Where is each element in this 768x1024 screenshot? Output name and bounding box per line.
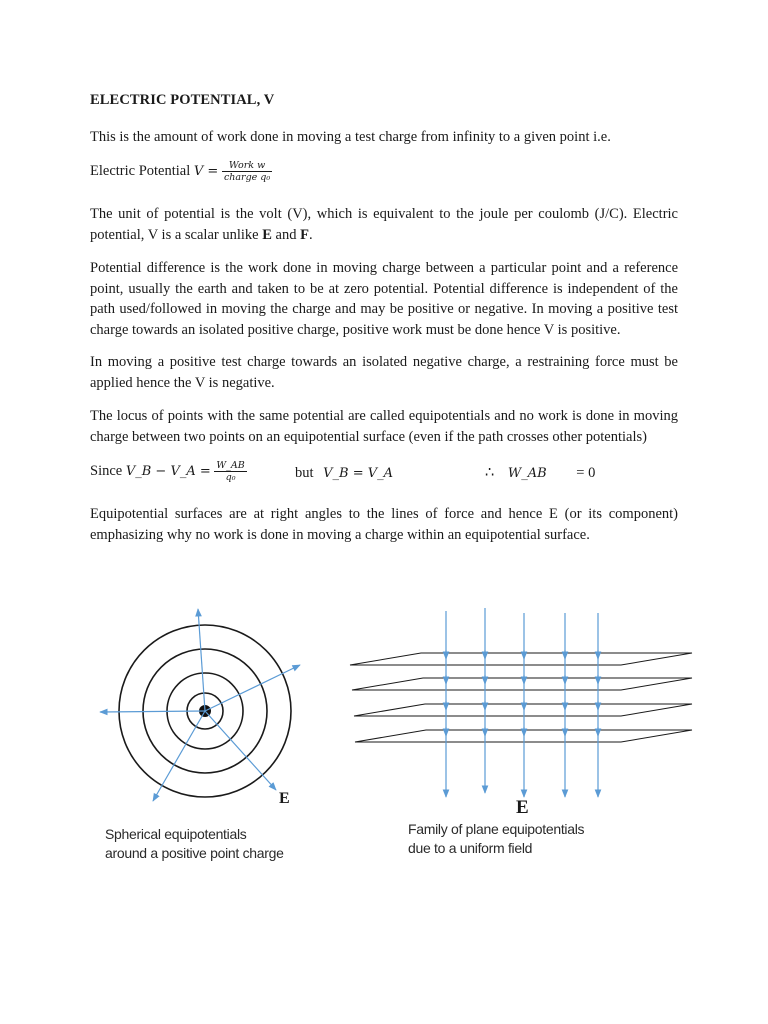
result-variable: W_AB	[507, 466, 547, 481]
unit-bold-f: F	[300, 226, 309, 243]
formula-numerator: Work w	[222, 160, 272, 172]
field-line-lower-left	[153, 711, 205, 801]
since-denominator: q₀	[225, 472, 236, 483]
field-label-right: E	[516, 797, 529, 818]
equipotential-plane-1	[350, 653, 692, 665]
spherical-equipotentials-diagram	[100, 609, 300, 801]
since-label: Since	[90, 462, 123, 479]
section-title: ELECTRIC POTENTIAL, V	[90, 92, 275, 108]
field-label-left: E	[279, 790, 290, 807]
field-line-left	[100, 711, 205, 712]
unit-bold-e: E	[262, 226, 272, 243]
formula-denominator: charge q₀	[223, 172, 271, 183]
intro-paragraph: This is the amount of work done in moving a test charge from infinity to a given point i.e.	[90, 129, 611, 145]
unit-text-and: and	[271, 226, 301, 243]
caption-plane-line2: due to a uniform field	[408, 840, 533, 856]
result-value: = 0	[576, 465, 596, 481]
caption-spherical-line1: Spherical equipotentials	[105, 826, 247, 842]
difference-paragraph: Potential difference is the work done in moving charge between a particular point and a reference point, usually the earth and taken to be at zero potential. Potential difference is independent of the path used/followed in moving the charge and may be positive or negative. In moving a positive test charge towards an isolated positive charge, positive work must be done hence V is positive.	[90, 260, 678, 338]
but-label: but	[295, 465, 314, 481]
formula-prefix: Electric Potential	[90, 162, 191, 179]
caption-spherical-line2: around a positive point charge	[105, 845, 284, 861]
therefore-symbol: ∴	[485, 465, 495, 481]
plane-equipotentials-diagram	[350, 608, 692, 797]
equipotential-plane-2	[352, 678, 692, 690]
right-angles-paragraph: Equipotential surfaces are at right angles to the lines of force and hence E (or its component) emphasizing why no work is done in moving a charge within an equipotential surface.	[90, 506, 678, 543]
locus-paragraph: The locus of points with the same potential are called equipotentials and no work is done in moving charge between two points on an equipotential surface (even if the path crosses other potentials)	[90, 408, 678, 445]
unit-text-end: .	[308, 226, 313, 243]
caption-plane	[408, 820, 584, 858]
negative-paragraph: In moving a positive test charge towards an isolated negative charge, a restraining force must be applied hence the V is negative.	[90, 354, 678, 391]
caption-spherical	[105, 825, 284, 863]
formula-lhs: V =	[193, 163, 219, 179]
since-lhs: V_B − V_A =	[125, 463, 211, 479]
equipotential-plane-3	[354, 704, 692, 716]
caption-plane-line1: Family of plane equipotentials	[408, 821, 585, 837]
since-numerator: W_AB	[216, 460, 245, 471]
but-equality: V_B = V_A	[323, 466, 394, 481]
unit-text: The unit of potential is the volt (V), which is equivalent to the joule per coulomb (J/C). Electric potential, V is a scalar unlike	[90, 206, 678, 243]
